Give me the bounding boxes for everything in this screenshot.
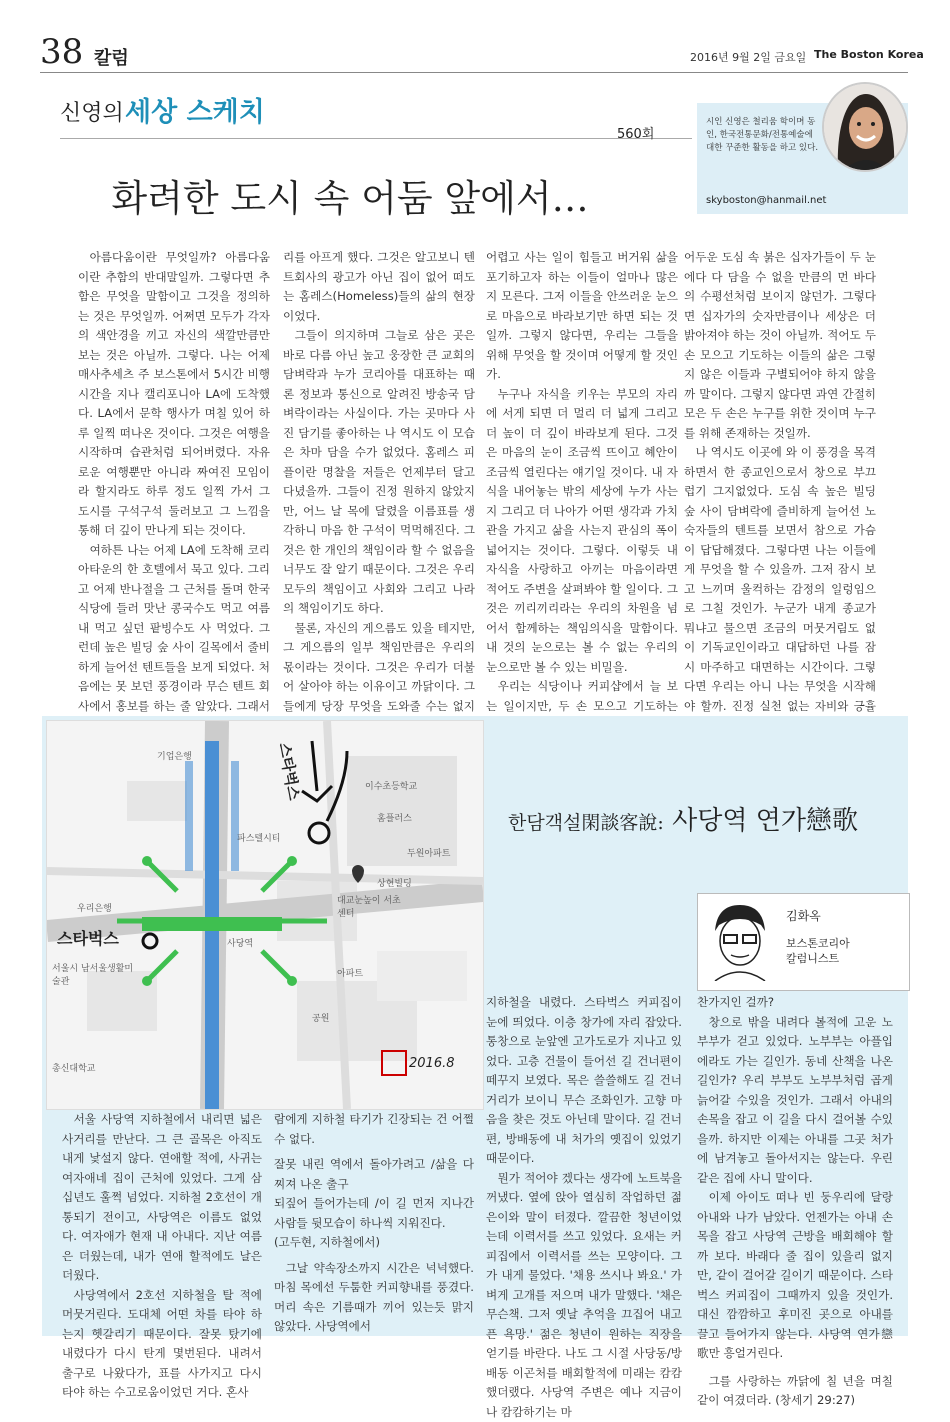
paragraph: 찬가지인 걸까? bbox=[697, 993, 893, 1013]
article2-title-prefix: 한담객설閑談客說: bbox=[508, 812, 664, 834]
article2-title bbox=[508, 800, 858, 837]
publication-date: 2016년 9월 2일 금요일 bbox=[690, 49, 806, 65]
map-label: 총신대학교 bbox=[52, 1061, 95, 1074]
article2-column-1 bbox=[62, 1110, 262, 1403]
issue-number: 560회 bbox=[617, 123, 654, 142]
column-author-prefix: 신영의 bbox=[60, 96, 124, 127]
author-bio: 시인 신영은 철리움 학이며 동인, 한국전통문화/전통예술에 대한 꾸준한 활동을 하고 있다. bbox=[706, 116, 821, 155]
heading-rule bbox=[60, 138, 692, 139]
paragraph: 이제 아이도 떠나 빈 둥우리에 달랑 아내와 나가 남았다. 언젠가는 아내 손목을 잡고 사당역 근방을 배회해야 할까 보다. 바래다 줄 집이 있을리 없지만, 같이 걸어갈 길이기 때문이다. 스타벅스 커피집이 그때까지 있을 것인가. 대신 깜깜하고 후미진 곳으로 아내를 끌고 들어가지 않는다. 사당역 연가戀歌만 흥얼거린다. bbox=[697, 1188, 893, 1364]
header-rule bbox=[40, 72, 908, 73]
handwritten-note: 스타벅스 bbox=[274, 741, 305, 802]
map-label: 홈플러스 bbox=[377, 811, 412, 824]
map-label: 파스텔시티 bbox=[237, 831, 280, 844]
author2-name: 김화옥 bbox=[786, 907, 821, 924]
map-label: 대교눈높이 서초센터 bbox=[337, 893, 407, 919]
article2-column-3 bbox=[486, 993, 682, 1422]
paragraph: 아름다움이란 무엇일까? 아름다움이란 추함의 반대말일까. 그렇다면 추함은 무엇을 말함이고 그것을 정의하는 것은 무엇일까. 어쩌면 모두가 각자의 색안경을 끼고 자신의 색깔만큼만 보는 것은 아닐까. 그렇다. 나는 어제 매사추세츠 주 보스톤에서 5시간 비행시간을 지나 캘리포니아 LA에 도착했다. LA에서 문학 행사가 며칠 있어 하루 일찍 떠나온 것이다. 그것은 여행을 시작하며 습관처럼 되어버렸다. 자유로운 여행뿐만 아니라 짜여진 모임이라 할지라도 하루 정도 일찍 가서 그 도시를 구석구석 둘러보고 그 느낌을 통해 더 깊이 만나게 되는 것이다. bbox=[78, 248, 270, 541]
page-number: 38 bbox=[40, 32, 83, 72]
author2-role-line: 보스톤코리아 bbox=[786, 936, 850, 951]
paragraph: 누구나 자식을 키우는 부모의 자리에 서게 되면 더 멀리 더 넓게 그리고 더 높이 더 깊이 바라보게 된다. 그것은 마음의 눈이 조금씩 뜨이고 혜안이 조금씩 열린다는 얘기일 것이다. 내 자식을 내어놓는 밖의 세상에 누가 사는지 그리고 더 나아가 어떤 생각과 가치관을 가지고 삶을 사는지 관심의 폭이 넓어지는 것이다. 그렇다. 이렇듯 내 자식을 사랑하고 아끼는 마음이라면 적어도 주변을 살펴봐야 할 일이다. 그것은 끼리끼리라는 우리의 차원을 넘어서 함께하는 책임의식을 말함이다. 내 것의 눈으로는 볼 수 없는 우리의 눈으로만 볼 수 있는 비밀을. bbox=[486, 385, 678, 678]
article2-column-4 bbox=[697, 993, 893, 1411]
paragraph: 어렵고 사는 일이 힘들고 버거워 삶을 포기하고자 하는 이들이 얼마나 많은지 모른다. 그저 이들을 안쓰러운 눈으로 마음으로 바라보기만 하면 되는 것일까. 그렇지 않다면, 우리는 그들을 위해 무엇을 할 것이며 어떻게 할 것인가. bbox=[486, 248, 678, 385]
article1-column-2 bbox=[283, 248, 475, 775]
author-sketch bbox=[707, 901, 773, 981]
map-label: 사당역 bbox=[227, 936, 253, 949]
paragraph: 물론, 자신의 게으름도 있을 테지만, 그 게으름의 일부 책임만큼은 우리의 몫이라는 것이다. 그것은 우리가 더불어 살아야 하는 이유이고 까닭이다. 그들에게 당장 무엇을 도와줄 수는 없지 bbox=[283, 619, 475, 775]
article1-column-1 bbox=[78, 248, 270, 775]
author2-role bbox=[786, 936, 850, 966]
paragraph: 서울 사당역 지하철에서 내리면 넓은 사거리를 만난다. 그 큰 골목은 아직도 내게 낯설지 않다. 연애할 적에, 사귀는 여자애네 집이 근처에 있었다. 그게 삼십년도 훌쩍 넘었다. 지하철 2호선이 개통되기 전이고, 사당역은 이름도 없었다. 여자애가 현재 내 아내다. 지난 여름은 더웠는데, 내가 연애 할적에도 날은 더웠다. bbox=[62, 1110, 262, 1286]
article2-column-2 bbox=[274, 1110, 474, 1337]
column-name: 세상 스케치 bbox=[125, 90, 265, 129]
map-label: 상현빌딩 bbox=[377, 876, 412, 889]
poem-source: (고두현, 지하철에서) bbox=[274, 1233, 474, 1253]
paragraph: 어두운 도심 속 붉은 십자가들이 두 눈에다 다 담을 수 없을 만큼의 먼 바다의 수평선처럼 보이지 않던가. 그렇다면 십자가의 숫자만큼이나 세상은 더 밝아져야 하는 것이 아닐까. 적어도 두 손 모으고 기도하는 이들의 삶은 그렇지 않은 이들과 구별되어야 하지 않을까 말이다. 그렇지 않다면 과연 간절히 모은 두 손은 누구를 위한 것이며 누구를 위해 존재하는 것일까. bbox=[684, 248, 876, 443]
paragraph: 창으로 밖을 내려다 볼적에 고운 노부부가 걷고 있었다. 노부부는 아플입에라도 가는 길인가. 동네 산책을 나온 길인가? 우리 부부도 노부부처럼 곱게 늙어갈 수있을 것인가. 그래서 아내의 손목을 잡고 이 길을 다시 걸어볼 수있을까. 하지만 이제는 아내를 그곳 처가에 남겨놓고 돌아서지는 않는다. 우린 같은 집에 사니 말이다. bbox=[697, 1013, 893, 1189]
author2-role-line: 칼럼니스트 bbox=[786, 951, 850, 966]
map-label: 서울시 남서울생활미술관 bbox=[52, 961, 137, 987]
article1-column-3 bbox=[486, 248, 678, 775]
paragraph: 나 역시도 이곳에 와 이 풍경을 목격하면서 한 종교인으로서 창으로 부끄럽기 그지없었다. 도심 속 높은 빌딩 숲 사이 담벼락에 즐비하게 늘어선 노숙자들의 텐트를 보면서 참으로 가슴이 답답해졌다. 그렇다면 나는 이들에게 무엇을 할 수 있을까. 그저 잠시 보고 느끼며 울컥하는 감정의 일렁임으로 그칠 것인가. 누군가 내게 종교가 뭐냐고 물으면 조금의 머뭇거림도 없이 기독교인이라고 대답하던 나를 잠시 마주하고 대면하는 시간이다. 그렇다면 우리는 아니 나는 무엇을 시작해야 할까. 진정 실천 없는 자비와 긍휼 bbox=[684, 443, 876, 736]
map-label: 이수초등학교 bbox=[365, 779, 417, 792]
poem-line: 잘못 내린 역에서 돌아가려고 /삶을 다 찌져 나온 출구 bbox=[274, 1155, 474, 1194]
paragraph: 그날 약속장소까지 시간은 넉넉했다. 마침 목에선 두툼한 커피향내를 풍겼다. 머리 속은 기름때가 끼어 있는듯 맑지 않았다. 사당역에서 bbox=[274, 1259, 474, 1337]
paragraph: 람에게 지하철 타기가 긴장되는 건 어쩔 수 없다. bbox=[274, 1110, 474, 1149]
section-name: 칼럼 bbox=[94, 44, 129, 70]
paragraph: 그를 사랑하는 까닭에 칠 년을 며칠 같이 여겼더라. (창세기 29:27) bbox=[697, 1372, 893, 1411]
article2-title-main: 사당역 연가戀歌 bbox=[664, 806, 858, 836]
map-label: 우리은행 bbox=[77, 901, 112, 914]
poem-line: 되짚어 들어가는데 /이 길 먼저 지나간 사람들 뒷모습이 하나씩 지워진다. bbox=[274, 1194, 474, 1233]
author-email: skyboston@hanmail.net bbox=[706, 195, 826, 206]
handwritten-note: 스타벅스 bbox=[57, 926, 147, 949]
paragraph: 여하튼 나는 어제 LA에 도착해 코리아타운의 한 호텔에서 묵고 있다. 그리고 어제 반나절을 그 근처를 돌며 한국 식당에 들러 맛난 콩국수도 먹고 여름내 먹고 싶던 팥빙수도 사 먹었다. 그런데 높은 빌딩 숲 사이 길목에서 줄비하게 늘어선 텐트들을 보게 되었다. 처음에는 못 보던 풍경이라 무슨 텐트 회사에서 홍보를 하는 줄 알았다. 그래서 bbox=[78, 541, 270, 775]
paragraph: 뭔가 적어야 겠다는 생각에 노트북을 꺼냈다. 옆에 앉아 열심히 작업하던 젊은이와 말이 터졌다. 깔끔한 청년이었는데 이력서를 쓰고 있었다. 요새는 커피집에서 이력서를 쓰는 모양이다. 그가 내게 물었다. '채용 쓰시나 봐요.' 가벼게 고개를 저으며 내가 말했다. '채은 무슨책. 그저 옛날 추억을 끄집어 내고픈 욕망.' 젊은 청년이 원하는 직장을 얻기를 바란다. 나도 그 시절 사당동/방배동 이곤처를 배회할적에 미래는 캄캄했더랬다. 사당역 주변은 예나 지금이나 캄캄하기는 마 bbox=[486, 1169, 682, 1422]
paragraph: 리를 아프게 했다. 그것은 알고보니 텐트회사의 광고가 아닌 집이 없어 떠도는 홈레스(Homeless)들의 삶의 현장이었다. bbox=[283, 248, 475, 326]
paragraph: 사당역에서 2호선 지하철을 탈 적에 머뭇거린다. 도대체 어떤 차를 타야 하는지 헷갈리기 때문이다. 잘못 탔기에 내렸다가 다시 탄게 몇번된다. 내려서 출구로 나왔다가, 표를 사가지고 다시 타야 하는 수고로움이었던 거다. 혼사 bbox=[62, 1286, 262, 1403]
paragraph: 그들이 의지하며 그늘로 삼은 곳은 바로 다름 아닌 높고 웅장한 큰 교회의 담벼락과 누가 코리아를 대표하는 때론 정보과 통신으로 알려진 방송국 담벼락이라는 사실이다. 가는 곳마다 사진 담기를 좋아하는 나 역시도 이 모습은 차마 담을 수가 없었다. 홈레스 피플이란 명찰을 저들은 언제부터 달고 다녔을까. 그들이 진정 원하지 않았지만, 어느 날 목에 달렸을 이름표를 생각하니 마음 한 구석이 먹먹해진다. 그것은 한 개인의 책임이라 할 수 없음을 너무도 잘 알기 때문이다. 그것은 우리 모두의 책임이고 사회와 그리고 나라의 책임이기도 하다. bbox=[283, 326, 475, 619]
sadang-station-map bbox=[46, 720, 484, 1110]
paragraph: 우리는 식당이나 커피샵에서 늘 보는 일이지만, 두 손 모으고 기도하는 bbox=[486, 677, 678, 775]
map-label: 두원아파트 bbox=[407, 846, 450, 859]
newspaper-name: The Boston Korea bbox=[814, 48, 924, 61]
map-signature: 2016.8 bbox=[409, 1056, 455, 1071]
paragraph: 지하철을 내렸다. 스타벅스 커피집이 눈에 띄었다. 이층 창가에 자리 잡았다. 통창으로 눈앞엔 고가도로가 지나고 있었다. 고층 건물이 들어선 길 건너편이 떼꾸지 보였다. 목은 쓸쓸해도 길 건너 거리가 보이니 무슨 조화인가. 고향 마음을 찾은 것도 아닌데 말이다. 길 건너편, 방배동에 내 처가의 옛집이 있었기 때문이다. bbox=[486, 993, 682, 1169]
map-label: 기업은행 bbox=[157, 749, 192, 762]
article-title: 화려한 도시 속 어둠 앞에서… bbox=[0, 168, 700, 222]
map-label: 공원 bbox=[312, 1011, 329, 1024]
author-photo bbox=[822, 82, 908, 172]
article1-column-4 bbox=[684, 248, 876, 736]
map-label: 아파트 bbox=[337, 966, 363, 979]
